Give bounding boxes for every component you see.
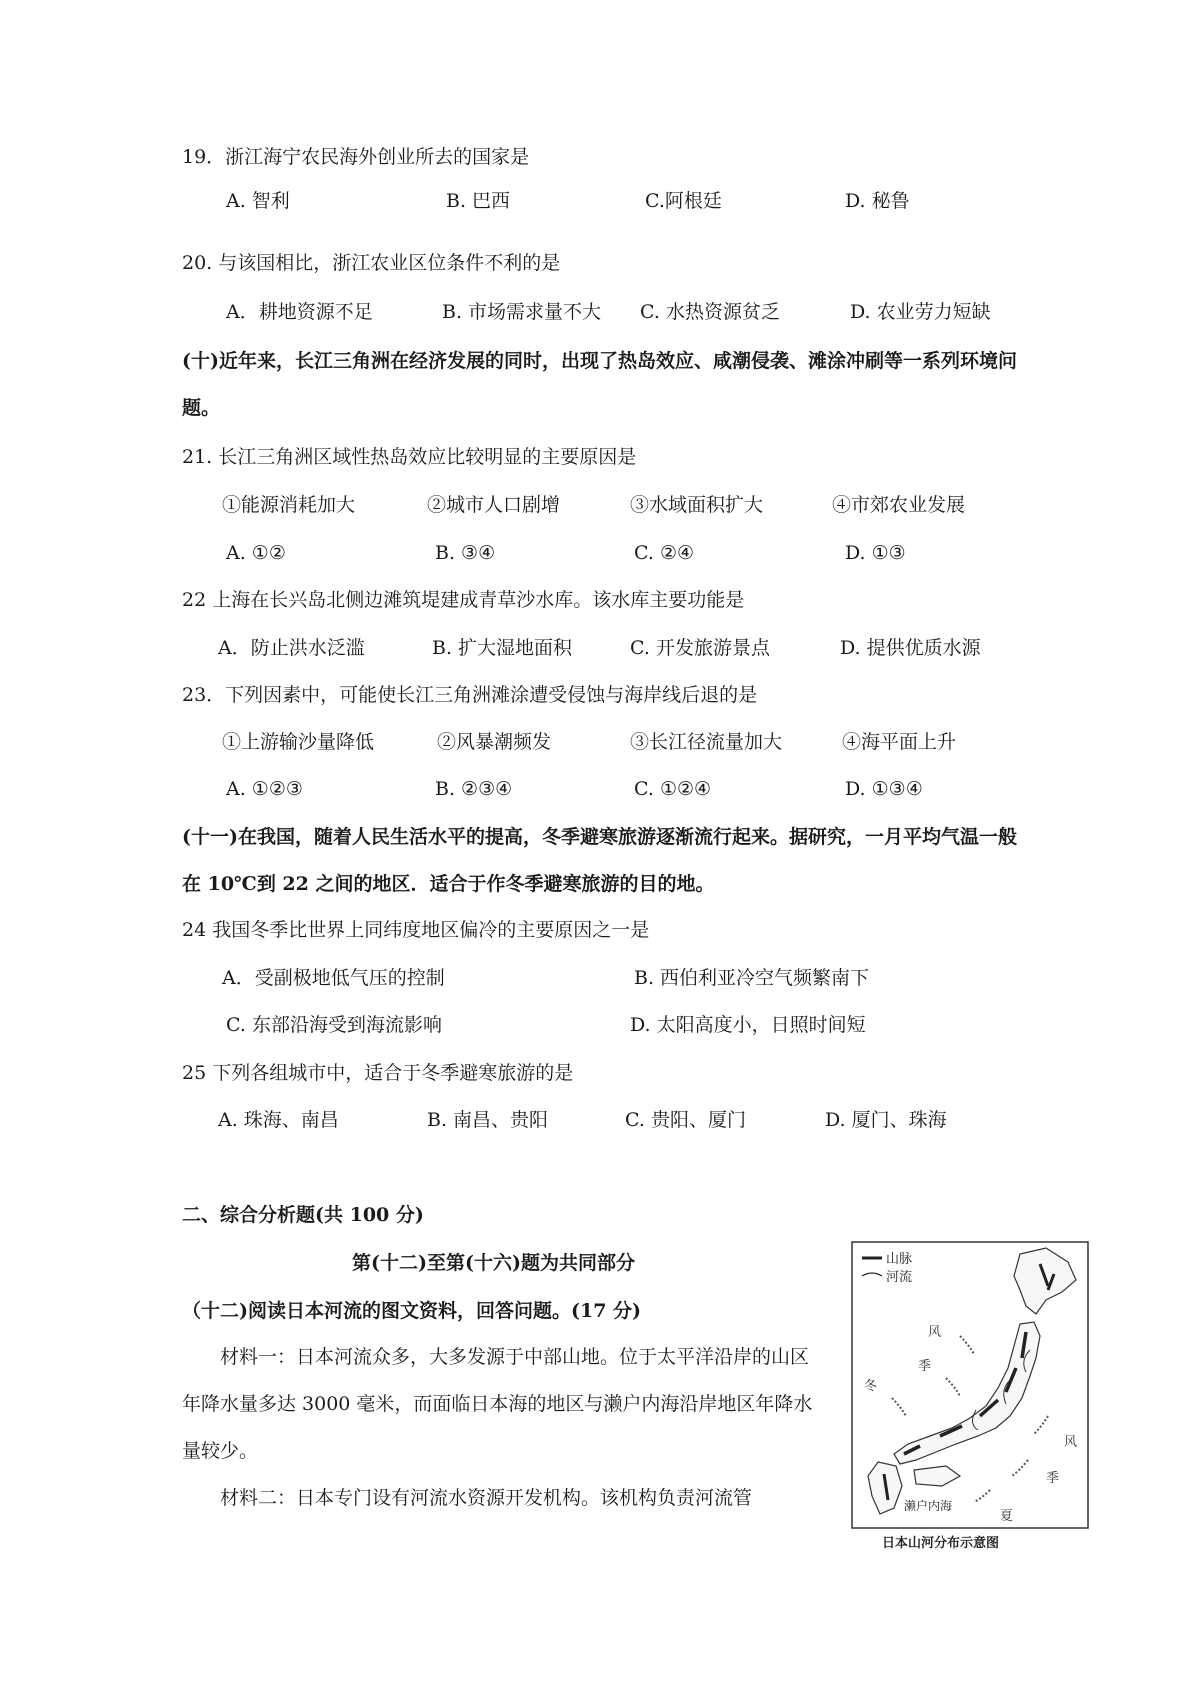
- summer-monsoon-char-2: 季: [1046, 1471, 1060, 1486]
- winter-monsoon-char-3: 冬: [864, 1379, 878, 1394]
- question-21-stem: 21. 长江三角洲区域性热岛效应比较明显的主要原因是: [182, 446, 637, 468]
- winter-monsoon-char-2: 季: [918, 1359, 932, 1374]
- question-20-stem: 20. 与该国相比，浙江农业区位条件不利的是: [182, 252, 561, 274]
- q23-item-2: ②风暴潮频发: [437, 731, 552, 753]
- q25-option-a: A. 珠海、南昌: [218, 1109, 339, 1131]
- q19-option-a: A. 智利: [226, 190, 290, 212]
- legend-mountain-label: 山脉: [886, 1252, 913, 1267]
- summer-monsoon-char-1: 风: [1064, 1435, 1078, 1450]
- q22-option-a: A．防止洪水泛滥: [218, 637, 365, 659]
- q23-item-3: ③长江径流量加大: [630, 731, 783, 753]
- q21-option-c: C. ②④: [634, 542, 695, 564]
- summer-monsoon-char-3: 夏: [1000, 1509, 1014, 1524]
- q25-option-b: B. 南昌、贵阳: [427, 1109, 549, 1131]
- seto-inland-sea-label: 濑户内海: [904, 1499, 953, 1513]
- section-12-heading: （十二)阅读日本河流的图文资料，回答问题。(17 分): [182, 1300, 642, 1322]
- q20-option-b: B. 市场需求量不大: [442, 301, 602, 323]
- japan-map-figure: [850, 1240, 1090, 1560]
- q25-option-d: D. 厦门、珠海: [825, 1109, 947, 1131]
- q23-option-a: A. ①②③: [226, 778, 303, 800]
- q24-option-a: A．受副极地低气压的控制: [222, 967, 445, 989]
- q24-option-c: C. 东部沿海受到海流影响: [226, 1014, 442, 1036]
- material-1: 材料一：日本河流众多，大多发源于中部山地。位于太平洋沿岸的山区年降水量多达 3000 毫米，而面临日本海的地区与濑户内海沿岸地区年降水量较少。: [182, 1346, 813, 1462]
- q21-option-d: D. ①③: [845, 542, 906, 564]
- section-11-intro: (十一)在我国，随着人民生活水平的提高，冬季避寒旅游逐渐流行起来。据研究，一月平均气温一般在 10℃到 22 之间的地区．适合于作冬季避寒旅游的目的地。: [182, 826, 1017, 895]
- q23-option-b: B. ②③④: [435, 778, 513, 800]
- q19-option-b: B. 巴西: [446, 190, 511, 212]
- q23-item-1: ①上游输沙量降低: [222, 731, 375, 753]
- question-22-stem: 22 上海在长兴岛北侧边滩筑堤建成青草沙水库。该水库主要功能是: [182, 589, 745, 611]
- q20-option-a: A．耕地资源不足: [226, 301, 373, 323]
- q21-item-3: ③水域面积扩大: [630, 494, 764, 516]
- q21-item-2: ②城市人口剧增: [427, 494, 561, 516]
- q19-option-c: C.阿根廷: [645, 190, 722, 212]
- q23-option-c: C. ①②④: [634, 778, 712, 800]
- map-caption: 日本山河分布示意图: [882, 1536, 1000, 1551]
- q25-option-c: C. 贵阳、厦门: [625, 1109, 746, 1131]
- q21-item-4: ④市郊农业发展: [832, 494, 966, 516]
- q24-option-b: B. 西伯利亚冷空气频繁南下: [634, 967, 870, 989]
- q21-option-a: A. ①②: [226, 542, 286, 564]
- winter-monsoon-char-1: 风: [928, 1325, 942, 1340]
- q22-option-b: B. 扩大湿地面积: [432, 637, 573, 659]
- legend-river-label: 河流: [886, 1270, 913, 1285]
- question-23-stem: 23．下列因素中，可能使长江三角洲滩涂遭受侵蚀与海岸线后退的是: [182, 684, 758, 706]
- common-part-heading: 第(十二)至第(十六)题为共同部分: [352, 1252, 635, 1274]
- section-10-intro: (十)近年来，长江三角洲在经济发展的同时，出现了热岛效应、咸潮侵袭、滩涂冲刷等一系列环境问题。: [182, 350, 1017, 419]
- q22-option-d: D. 提供优质水源: [840, 637, 981, 659]
- question-24-stem: 24 我国冬季比世界上同纬度地区偏冷的主要原因之一是: [182, 919, 650, 941]
- q20-option-c: C. 水热资源贫乏: [640, 301, 780, 323]
- q21-item-1: ①能源消耗加大: [222, 494, 356, 516]
- q21-option-b: B. ③④: [435, 542, 496, 564]
- part-2-heading: 二、综合分析题(共 100 分): [182, 1204, 424, 1226]
- japan-map-drawing: [850, 1240, 1090, 1560]
- q19-option-d: D. 秘鲁: [845, 190, 910, 212]
- q20-option-d: D. 农业劳力短缺: [850, 301, 991, 323]
- q24-option-d: D. 太阳高度小，日照时间短: [630, 1014, 866, 1036]
- material-2: 材料二：日本专门设有河流水资源开发机构。该机构负责河流管: [220, 1487, 753, 1509]
- question-19-stem: 19．浙江海宁农民海外创业所去的国家是: [182, 146, 530, 168]
- q22-option-c: C. 开发旅游景点: [630, 637, 770, 659]
- q23-option-d: D. ①③④: [845, 778, 923, 800]
- question-25-stem: 25 下列各组城市中，适合于冬季避寒旅游的是: [182, 1062, 574, 1084]
- q23-item-4: ④海平面上升: [842, 731, 957, 753]
